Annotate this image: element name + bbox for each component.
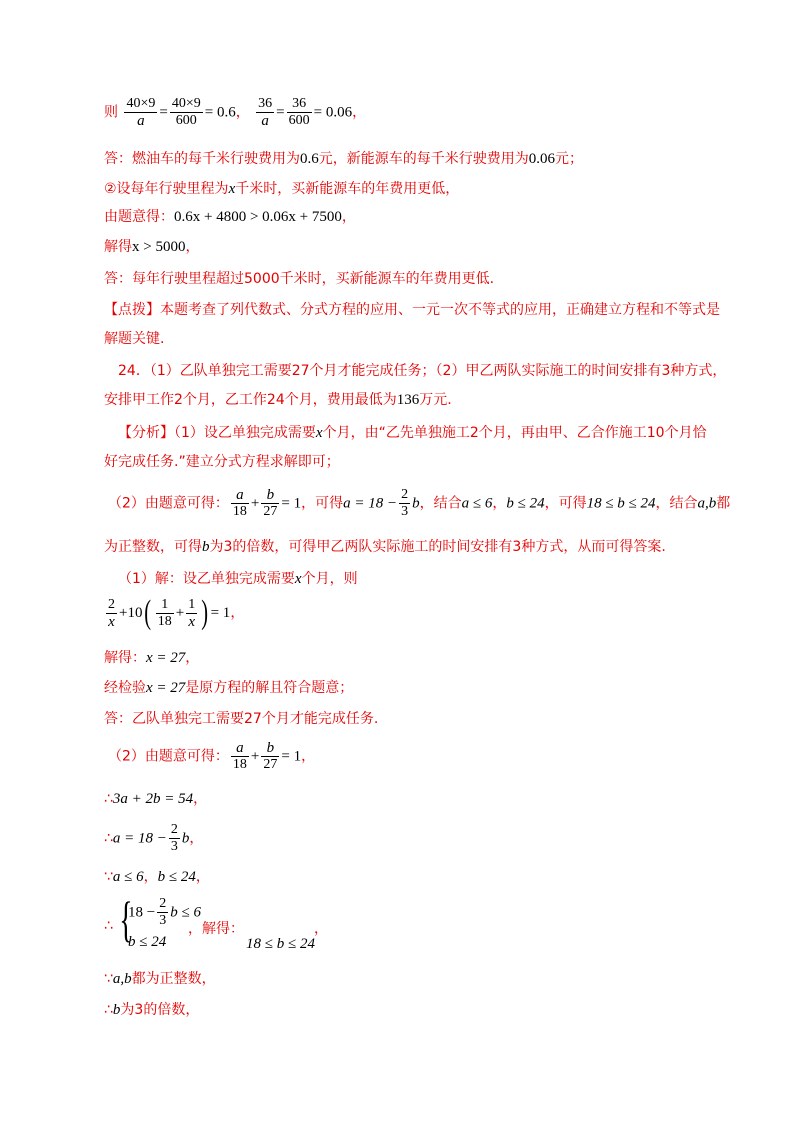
fraction xyxy=(186,597,197,630)
fraction xyxy=(261,487,279,520)
text: ， xyxy=(314,921,328,937)
line-answer-mileage xyxy=(104,268,494,288)
line-analysis-1 xyxy=(118,422,707,442)
math: 136 xyxy=(396,392,420,408)
text: ，结合 xyxy=(419,495,462,512)
math: 18 ≤ b ≤ 24 xyxy=(246,936,315,952)
numerator: 2 xyxy=(159,896,167,911)
text: 解得： xyxy=(104,650,146,666)
math: x xyxy=(228,181,236,197)
math: a = 18 − xyxy=(112,830,167,847)
text: ，解得： xyxy=(188,921,244,937)
fraction xyxy=(169,822,180,855)
line-q24-1 xyxy=(118,360,726,380)
line-ratio-calc xyxy=(104,96,366,129)
math: + xyxy=(250,748,260,765)
math: 18 ≤ b ≤ 24 xyxy=(586,495,656,512)
math: b ≤ 24 xyxy=(506,495,545,512)
math: = 1 xyxy=(281,495,302,512)
therefore-symbol: ∴ xyxy=(104,1002,113,1018)
text: 24．（1）乙队单独完工需要27个月才能完成任务；（2）甲乙两队实际施工的时间安排有3种方式， xyxy=(118,363,727,379)
math: 0.6x + 4800 > 0.06x + 7500 xyxy=(174,209,342,225)
numerator: 36 xyxy=(258,96,273,111)
math: = 0.06 xyxy=(313,104,353,121)
line-because-1 xyxy=(104,866,210,886)
math: 18 − xyxy=(128,904,156,921)
text: 好完成任务.”建立分式方程求解即可； xyxy=(104,454,340,470)
text: 答：乙队单独完工需要27个月才能完成任务. xyxy=(104,711,379,727)
text: ，可得 xyxy=(544,495,587,512)
fraction xyxy=(256,96,274,129)
line-part2-eq xyxy=(108,740,315,773)
text: 解题关键. xyxy=(104,331,165,347)
denominator: 18 xyxy=(157,613,172,629)
math: b xyxy=(112,1002,121,1018)
line-analysis-3 xyxy=(108,487,730,520)
denominator: a xyxy=(261,113,269,129)
text: 为正整数，可得 xyxy=(104,539,202,555)
text: 个月，则 xyxy=(301,571,358,587)
math: b xyxy=(412,495,420,512)
numerator: 2 xyxy=(401,487,409,502)
therefore-symbol: ∴ xyxy=(104,791,113,807)
denominator: 600 xyxy=(175,113,197,128)
math: = xyxy=(159,104,168,121)
text: 都为正整数， xyxy=(131,971,216,987)
numerator: 2 xyxy=(170,822,178,837)
system-row-2 xyxy=(128,934,166,951)
text: （2）由题意可得： xyxy=(108,495,229,512)
denominator: 18 xyxy=(232,504,247,519)
line-because-2 xyxy=(104,968,216,988)
therefore-symbol: ∴ xyxy=(104,918,113,934)
numerator: 1 xyxy=(156,597,174,614)
math: = 1 xyxy=(210,605,231,621)
line-equation xyxy=(104,596,244,630)
text: ， xyxy=(492,495,507,512)
line-system xyxy=(104,891,424,956)
denominator: 3 xyxy=(170,839,178,854)
fraction xyxy=(157,896,168,929)
math: 0.6 xyxy=(300,151,319,167)
text: （1）解：设乙单独完成需要 xyxy=(118,571,295,587)
denominator: 3 xyxy=(401,504,409,519)
math: b xyxy=(181,830,190,847)
text: ， xyxy=(230,605,245,621)
line-solve xyxy=(104,236,199,256)
line-inequality xyxy=(104,206,356,226)
denominator: 27 xyxy=(263,757,278,772)
line-q24-2 xyxy=(104,389,452,409)
text: 为3的倍数， xyxy=(120,1002,200,1018)
numerator: a xyxy=(231,487,249,504)
text: ， xyxy=(143,869,158,885)
denominator: a xyxy=(137,113,145,129)
text: 元； xyxy=(555,151,583,167)
text: 为3的倍数，可得甲乙两队实际施工的时间安排有3种方式，从而可得答案. xyxy=(209,539,666,555)
text: 元，新能源车的每千米行驶费用为 xyxy=(318,151,529,167)
text: 由题意得： xyxy=(104,209,174,225)
text: ， xyxy=(185,239,200,255)
line-therefore-3 xyxy=(104,999,199,1019)
line-check xyxy=(104,677,353,697)
math: x = 27 xyxy=(146,680,186,696)
line-solution-1 xyxy=(118,568,358,588)
text: 则 xyxy=(104,104,118,121)
line-comment-1 xyxy=(104,299,720,319)
math: b ≤ 24 xyxy=(128,934,167,950)
fraction xyxy=(231,740,249,773)
text: 万元. xyxy=(419,392,452,408)
math: a,b xyxy=(697,495,717,512)
denominator: 600 xyxy=(288,113,310,128)
fraction xyxy=(261,740,279,773)
numerator: 2 xyxy=(108,596,115,612)
therefore-symbol: ∴ xyxy=(104,830,113,847)
text: ②设每年行驶里程为 xyxy=(104,181,229,197)
line-analysis-4 xyxy=(104,536,666,556)
line-set-x xyxy=(104,178,459,198)
math: x xyxy=(294,571,302,587)
text: ，可得 xyxy=(301,495,344,512)
text: ， xyxy=(352,104,367,121)
numerator: 40×9 xyxy=(126,96,156,111)
denominator: x xyxy=(108,613,115,630)
text: ， xyxy=(235,104,250,121)
text: 【点拨】本题考查了列代数式、分式方程的应用、一元一次不等式的应用，正确建立方程和不等式是 xyxy=(104,302,720,318)
fraction xyxy=(399,487,410,520)
math: a = 18 − xyxy=(343,495,398,512)
math: 0.06 xyxy=(528,151,555,167)
numerator: 40×9 xyxy=(171,96,201,111)
numerator: b xyxy=(261,487,279,504)
numerator: 1 xyxy=(188,596,196,612)
line-answer-27 xyxy=(104,708,378,728)
math: a,b xyxy=(112,971,132,987)
line-comment-2 xyxy=(104,328,164,348)
text: ， xyxy=(341,209,356,225)
math: 3a + 2b = 54 xyxy=(112,791,194,807)
math: + xyxy=(250,495,260,512)
line-therefore-1 xyxy=(104,788,207,808)
math: x = 27 xyxy=(146,650,186,666)
math: a ≤ 6 xyxy=(112,869,144,885)
line-solve-x xyxy=(104,647,199,667)
right-paren: ) xyxy=(201,594,209,631)
numerator: a xyxy=(231,740,249,757)
text: 答：每年行驶里程超过5000千米时，买新能源车的年费用更低. xyxy=(104,271,495,287)
text: 【分析】（1）设乙单独完成需要 xyxy=(118,425,316,441)
text: 答：燃油车的每千米行驶费用为 xyxy=(104,151,300,167)
denominator: 18 xyxy=(232,757,247,772)
because-symbol: ∵ xyxy=(104,971,113,987)
fraction xyxy=(124,96,157,129)
line-therefore-2 xyxy=(104,822,203,855)
fraction xyxy=(156,597,174,630)
math: = 1 xyxy=(281,748,302,765)
text: 安排甲工作2个月，乙工作24个月，费用最低为 xyxy=(104,392,397,408)
math: b ≤ 6 xyxy=(170,904,201,921)
math: = xyxy=(276,104,285,121)
math: b ≤ 24 xyxy=(157,869,196,885)
text: 解得 xyxy=(104,239,132,255)
line-answer-cost xyxy=(104,148,583,168)
fraction xyxy=(231,487,249,520)
fraction xyxy=(106,597,117,630)
text: ，结合 xyxy=(655,495,698,512)
text: 都 xyxy=(716,495,731,512)
text: 是原方程的解且符合题意； xyxy=(185,680,354,696)
text: （2）由题意可得： xyxy=(108,748,229,765)
numerator: 36 xyxy=(287,96,312,113)
math: = 0.6 xyxy=(204,104,236,121)
math: x > 5000 xyxy=(132,239,186,255)
denominator: x xyxy=(188,613,196,630)
text: ， xyxy=(193,791,208,807)
math: x xyxy=(315,425,323,441)
denominator: 27 xyxy=(263,504,278,519)
fraction xyxy=(287,96,312,129)
math: a ≤ 6 xyxy=(461,495,493,512)
text: ， xyxy=(195,869,210,885)
left-brace: { xyxy=(119,891,133,947)
line-analysis-2 xyxy=(104,451,340,471)
math: b xyxy=(202,539,210,555)
left-paren: ( xyxy=(144,594,152,631)
fraction xyxy=(170,96,203,129)
text: ， xyxy=(301,748,316,765)
text: 个月，由“乙先单独施工2个月，再由甲、乙合作施工10个月恰 xyxy=(322,425,707,441)
text: 经检验 xyxy=(104,680,146,696)
math: + xyxy=(175,605,185,621)
text: ， xyxy=(185,650,200,666)
text: 千米时，买新能源车的年费用更低， xyxy=(235,181,460,197)
because-symbol: ∵ xyxy=(104,869,113,885)
denominator: 3 xyxy=(159,913,167,928)
numerator: b xyxy=(261,740,279,757)
text: ， xyxy=(189,830,204,847)
math: +10 xyxy=(119,605,143,621)
